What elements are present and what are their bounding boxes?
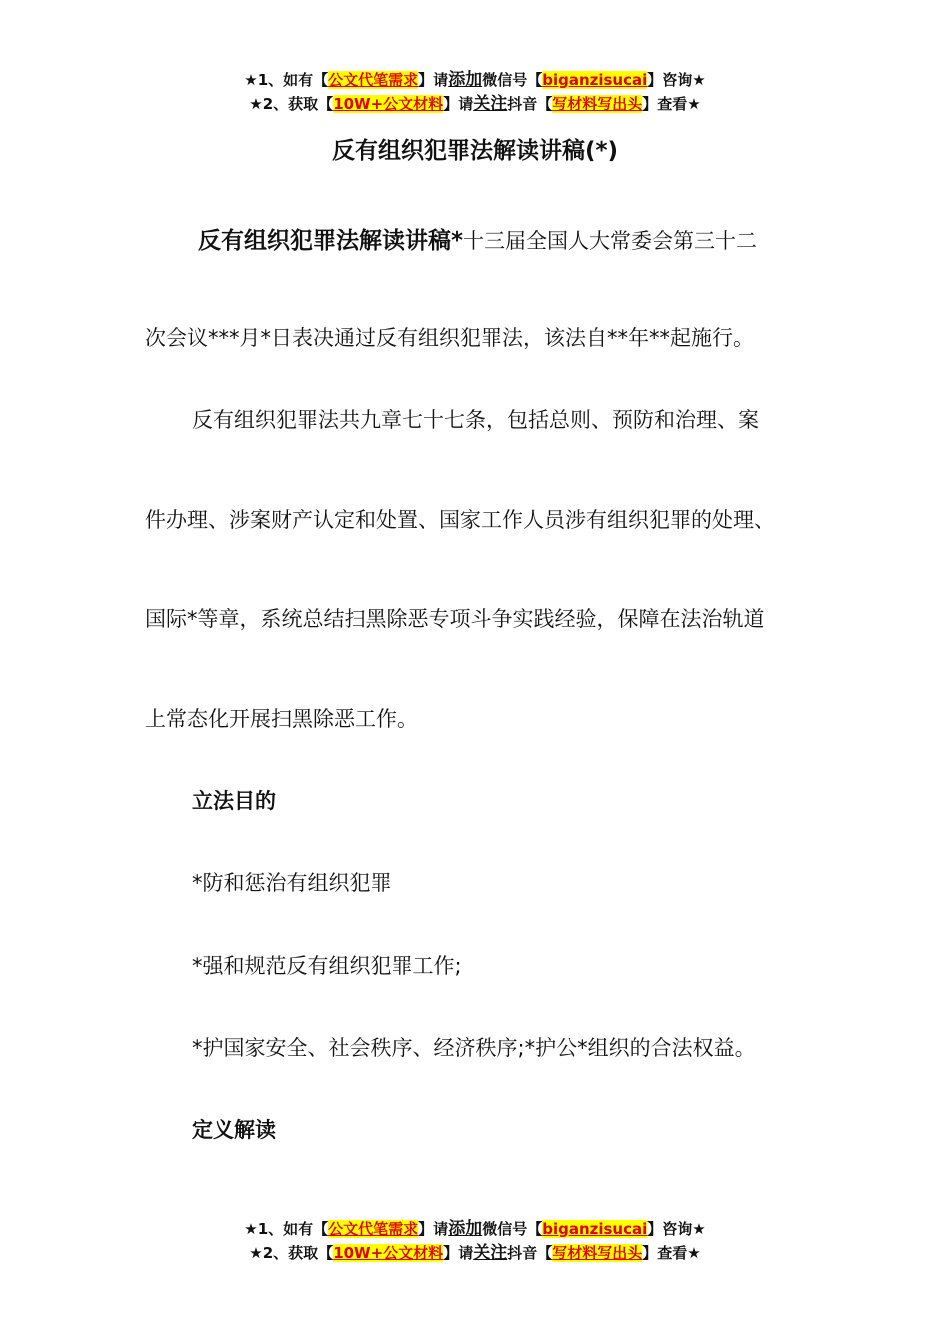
heading-definition: 定义解读 — [192, 1118, 276, 1142]
highlight-wechat-id: biganzisucai — [542, 1220, 648, 1238]
para2-line-4: 上常态化开展扫黑除恶工作。 — [145, 707, 418, 731]
banner-line-1 — [0, 68, 950, 92]
banner-text: 】请 — [443, 1244, 474, 1262]
banner-text: ★2、获取【 — [249, 1244, 334, 1262]
banner-emphasis: 添加 — [448, 1219, 483, 1239]
para2-line-1: 反有组织犯罪法共九章七十七条，包括总则、预防和治理、案 — [192, 408, 759, 432]
banner-emphasis: 关注 — [473, 94, 508, 114]
intro-bold: 反有组织犯罪法解读讲稿* — [198, 228, 464, 254]
highlight-douyin: 写材料写出头 — [552, 95, 643, 113]
highlight-materials: 10W+公文材料 — [333, 95, 444, 113]
intro-line-2: 次会议***月*日表决通过反有组织犯罪法，该法自**年**起施行。 — [145, 326, 754, 350]
banner-text: 】请 — [418, 71, 449, 89]
banner-text: 】咨询★ — [647, 71, 706, 89]
bottom-banner — [0, 1217, 950, 1265]
banner-line-2 — [0, 92, 950, 116]
banner-text: 】请 — [418, 1220, 449, 1238]
purpose-item-2: *强和规范反有组织犯罪工作; — [192, 954, 462, 978]
banner-emphasis: 关注 — [473, 1243, 508, 1263]
banner-text: 抖音【 — [507, 95, 553, 113]
para2-line-2: 件办理、涉案财产认定和处置、国家工作人员涉有组织犯罪的处理、 — [145, 508, 775, 532]
banner-text: 】查看★ — [642, 1244, 701, 1262]
banner-text: 抖音【 — [507, 1244, 553, 1262]
banner-text: ★1、如有【 — [244, 1220, 329, 1238]
banner-text: 】查看★ — [642, 95, 701, 113]
banner-text: ★1、如有【 — [244, 71, 329, 89]
banner-text: 微信号【 — [482, 1220, 543, 1238]
highlight-service: 公文代笔需求 — [328, 1220, 419, 1238]
highlight-service: 公文代笔需求 — [328, 71, 419, 89]
highlight-materials: 10W+公文材料 — [333, 1244, 444, 1262]
intro-line-1 — [198, 222, 868, 255]
purpose-item-1: *防和惩治有组织犯罪 — [192, 871, 392, 895]
highlight-douyin: 写材料写出头 — [552, 1244, 643, 1262]
banner-emphasis: 添加 — [448, 70, 483, 90]
top-banner — [0, 68, 950, 116]
banner-line-2 — [0, 1241, 950, 1265]
heading-legislative-purpose: 立法目的 — [192, 789, 276, 813]
banner-text: ★2、获取【 — [249, 95, 334, 113]
highlight-wechat-id: biganzisucai — [542, 71, 648, 89]
banner-text: 】咨询★ — [647, 1220, 706, 1238]
banner-text: 微信号【 — [482, 71, 543, 89]
purpose-item-3: *护国家安全、社会秩序、经济秩序;*护公*组织的合法权益。 — [192, 1036, 756, 1060]
document-title: 反有组织犯罪法解读讲稿(*) — [331, 138, 619, 164]
intro-rest: 十三届全国人大常委会第三十二 — [463, 229, 758, 253]
banner-text: 】请 — [443, 95, 474, 113]
banner-line-1 — [0, 1217, 950, 1241]
para2-line-3: 国际*等章，系统总结扫黑除恶专项斗争实践经验，保障在法治轨道 — [145, 607, 765, 631]
